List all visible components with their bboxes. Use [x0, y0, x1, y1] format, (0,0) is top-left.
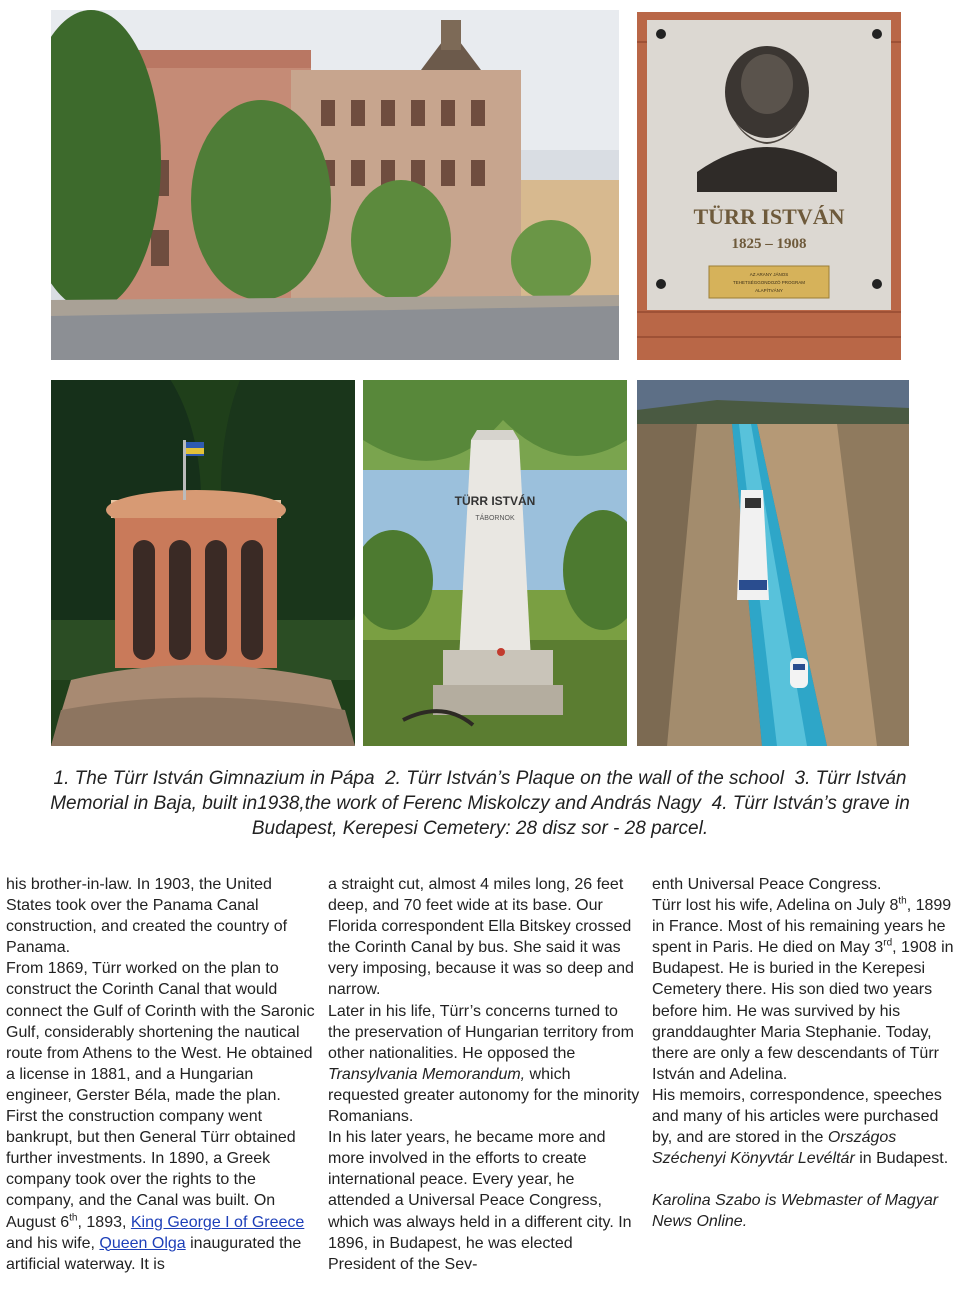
article-column-2 [328, 874, 640, 1275]
photo-grave-kerepesi [363, 380, 627, 746]
col3-paragraph-3: His memoirs, correspondence, speeches and many of his articles were purchased by, and are stored in the Országos Széchenyi Könyvtár Levéltár in Budapest. [652, 1086, 949, 1168]
plaque-small-1: AZ ARANY JÁNOS [749, 272, 789, 277]
col1-paragraph-2: From 1869, Türr worked on the plan to construct the Corinth Canal that would connect the Gulf of Corinth with the Saronic Gulf, considerably shortening the nautical route from Athens to the West. He obtained a license in 1881, and a Hungarian engineer, Gerster Béla, made the plan. First the construction company went bankrupt, but then General Türr obtained further investments. In 1890, a Greek company took over the rights to the company, and the Canal was built. On August 6th, 1893, King George I of Greece and his wife, Queen Olga inaugurated the artificial waterway. It is [6, 960, 315, 1273]
plaque-small-2: TEHETSÉGGONDOZÓ PROGRAM [732, 280, 806, 285]
article-column-3 [652, 874, 960, 1233]
caption-3: 3. Türr István Memorial in Baja, built in1938,the work of Ferenc Miskolczy and András Nagy [50, 768, 907, 814]
article-column-1 [6, 874, 316, 1275]
link-king-george[interactable]: King George I of Greece [130, 1213, 305, 1231]
caption-1: 1. The Türr István Gimnazium in Pápa [53, 768, 375, 789]
author-credit: Karolina Szabo is Webmaster of Magyar News Online. [652, 1192, 939, 1231]
caption-4: 4. Türr István’s grave in Budapest, Kerepesi Cemetery: 28 disz sor - 28 parcel. [251, 793, 910, 839]
col2-paragraph-2: Later in his life, Türr’s concerns turned to the preservation of Hungarian territory from other nationalities. He opposed the Transylvania Memorandum, which requested greater autonomy for the minority Romanians. [328, 1002, 640, 1126]
grave-subtitle: TÁBORNOK [475, 515, 515, 522]
caption-2: 2. Türr István’s Plaque on the wall of the school [385, 768, 784, 789]
grave-name: TÜRR ISTVÁN [454, 494, 536, 508]
col2-paragraph-3: In his later years, he became more and more involved in the efforts to create international peace. Every year, he attended a Universal Peace Congress, which was always held in a different city. In 1896, in Budapest, he was elected President of the Sev- [328, 1129, 632, 1273]
col3-paragraph-1: enth Universal Peace Congress. [652, 876, 882, 893]
photo-memorial-baja [51, 380, 355, 746]
plaque-years: 1825 – 1908 [731, 236, 807, 252]
col1-paragraph-1: his brother-in-law. In 1903, the United States took over the Panama Canal construction, and created the country of Panama. [6, 876, 288, 957]
link-queen-olga[interactable]: Queen Olga [99, 1234, 186, 1252]
col2-paragraph-1: a straight cut, almost 4 miles long, 26 feet deep, and 70 feet wide at its base. Our Florida correspondent Ella Bitskey crossed the Corinth Canal by bus. She said it was very imposing, because it was so deep and narrow. [328, 876, 634, 999]
plaque-name: TÜRR ISTVÁN [693, 204, 845, 229]
plaque-small-3: ALAPÍTVÁNY [755, 288, 783, 293]
photo-gimnazium-papa [51, 10, 619, 360]
photo-corinth-canal [637, 380, 909, 746]
photo-caption [20, 766, 940, 841]
col3-paragraph-2: Türr lost his wife, Adelina on July 8th, 1899 in France. Most of his remaining years he spent in Paris. He died on May 3rd, 1908 in Budapest. He is buried in the Kerepesi Cemetery there. His son died two years before him. He was survived by his granddaughter Maria Stephanie. Today, there are only a few descendants of Türr István and Adelina. [652, 895, 954, 1083]
photo-plaque [637, 12, 901, 360]
